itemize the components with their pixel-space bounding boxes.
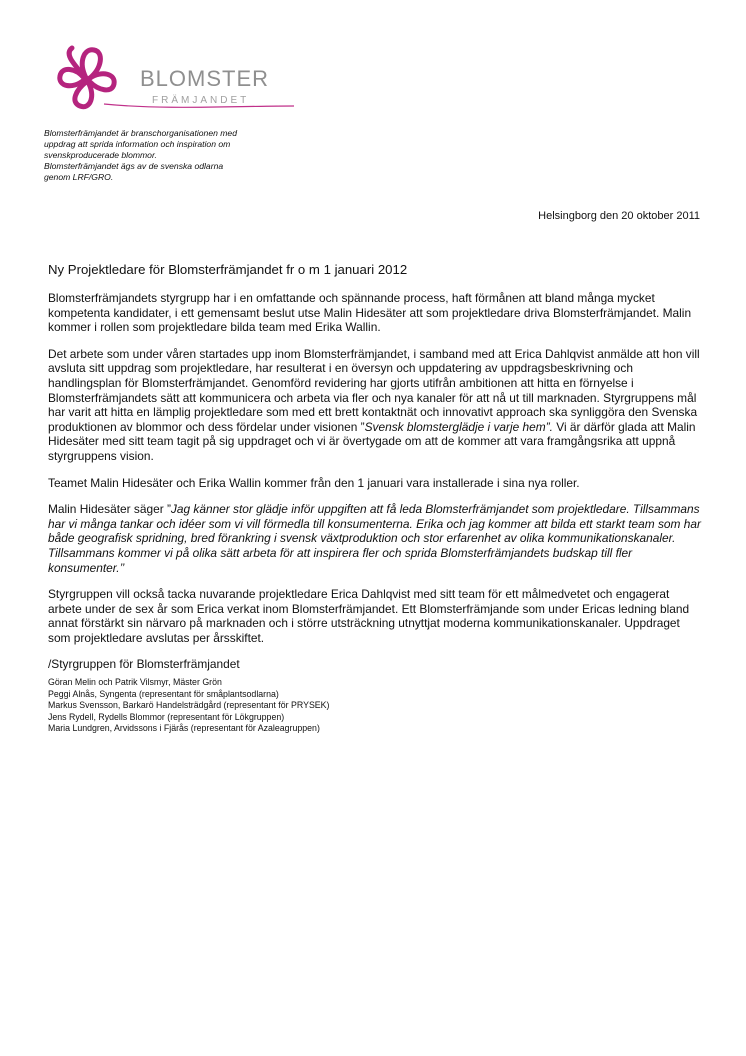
signature-title: /Styrgruppen för Blomsterfrämjandet bbox=[48, 657, 240, 672]
letter-date: Helsingborg den 20 oktober 2011 bbox=[538, 210, 700, 222]
tagline-line: uppdrag att sprida information och inspiration om bbox=[44, 139, 231, 149]
signature-members bbox=[48, 677, 704, 734]
paragraph-4-intro: Malin Hidesäter säger ” bbox=[48, 502, 171, 517]
paragraph-4 bbox=[48, 502, 704, 575]
letter-body bbox=[48, 262, 704, 735]
member-line: Maria Lundgren, Arvidssons i Fjärås (representant för Azaleagruppen) bbox=[48, 723, 320, 734]
member-line: Markus Svensson, Barkarö Handelsträdgård (representant för PRYSEK) bbox=[48, 700, 330, 711]
paragraph-2-text: Det arbete som under våren startades upp inom Blomsterfrämjandet, i samband med att Erica Dahlqvist anmälde att hon vill avsluta sitt uppdrag som projektledare, har resulterat i en översyn och uppdatering av uppdragsbeskrivning och handlingsplan för Blomsterfrämjandet. Genomförd revidering har gjorts utifrån ambitionen att hitta en förnyelse i Blomsterfrämjandets sätt att kommunicera och arbeta via fler och nya kanaler för att nå ut till marknaden. Styrgruppens mål har varit att hitta en lämplig projektledare som med ett brett kontaktnät och innovativt approach ska synliggöra den Svenska produktionen av blommor och dess fördelar under visionen ” bbox=[48, 346, 700, 434]
letter-heading: Ny Projektledare för Blomsterfrämjandet fr o m 1 januari 2012 bbox=[48, 262, 408, 277]
tagline-line: svenskproducerade blommor. bbox=[44, 150, 157, 160]
member-line: Jens Rydell, Rydells Blommor (representant för Lökgruppen) bbox=[48, 711, 285, 722]
tagline-line: Blomsterfrämjandet är branschorganisationen med bbox=[44, 128, 237, 138]
brand-name: BLOMSTER bbox=[140, 66, 270, 91]
paragraph-1: Blomsterfrämjandets styrgrupp har i en omfattande och spännande process, haft förmånen att bland många mycket kompetenta kandidater, i ett gemensamt beslut utse Malin Hidesäter att som projektledare driva Blomsterfrämjandet. Malin kommer i rollen som projektledare bilda team med Erika Wallin. bbox=[48, 291, 692, 335]
logo bbox=[44, 40, 304, 126]
tagline-line: genom LRF/GRO. bbox=[44, 172, 114, 182]
paragraph-5: Styrgruppen vill också tacka nuvarande projektledare Erica Dahlqvist med sitt team för ett målmedvetet och engagerat arbete under de sex år som Erica verkat inom Blomsterfrämjandet. Ett Blomsterfrämjande som under Ericas ledning bland annat förstärkt sin närvaro på marknaden och i större utsträckning utnyttjat moderna kommunikationskanaler. Uppdraget som projektledare avslutas per årsskiftet. bbox=[48, 587, 690, 645]
member-line: Peggi Alnås, Syngenta (representant för småplantsodlarna) bbox=[48, 688, 279, 699]
brand-subtitle: FRÄMJANDET bbox=[152, 95, 250, 106]
tagline-line: Blomsterfrämjandet ägs av de svenska odlarna bbox=[44, 161, 224, 171]
organisation-tagline bbox=[44, 128, 294, 183]
paragraph-2 bbox=[48, 347, 704, 464]
vision-quote: Svensk blomsterglädje i varje hem”. bbox=[364, 419, 553, 434]
paragraph-2-text-end: Vi är därför glada att Malin Hidesäter med sitt team tagit på sig uppdraget och vi är övertygade om att de kommer att vara framgångsrika att uppnå styrgruppens vision. bbox=[48, 419, 696, 463]
paragraph-3: Teamet Malin Hidesäter och Erika Wallin kommer från den 1 januari vara installerade i sina nya roller. bbox=[48, 475, 580, 490]
malin-quote: Jag känner stor glädje inför uppgiften att få leda Blomsterfrämjandet som projektledare. Tillsammans har vi många tankar och idéer som vi vill förmedla till konsumenterna. Erika och jag kommer att bilda ett starkt team som har både geografisk spridning, bred förankring i svensk växtproduktion och stor erfarenhet av olika kommunikationskanaler. Tillsammans kommer vi på olika sätt arbeta för att inspirera fler och sprida Blomsterfrämjandets budskap till fler konsumenter.’’ bbox=[48, 502, 701, 575]
member-line: Göran Melin och Patrik Vilsmyr, Mäster Grön bbox=[48, 677, 222, 688]
